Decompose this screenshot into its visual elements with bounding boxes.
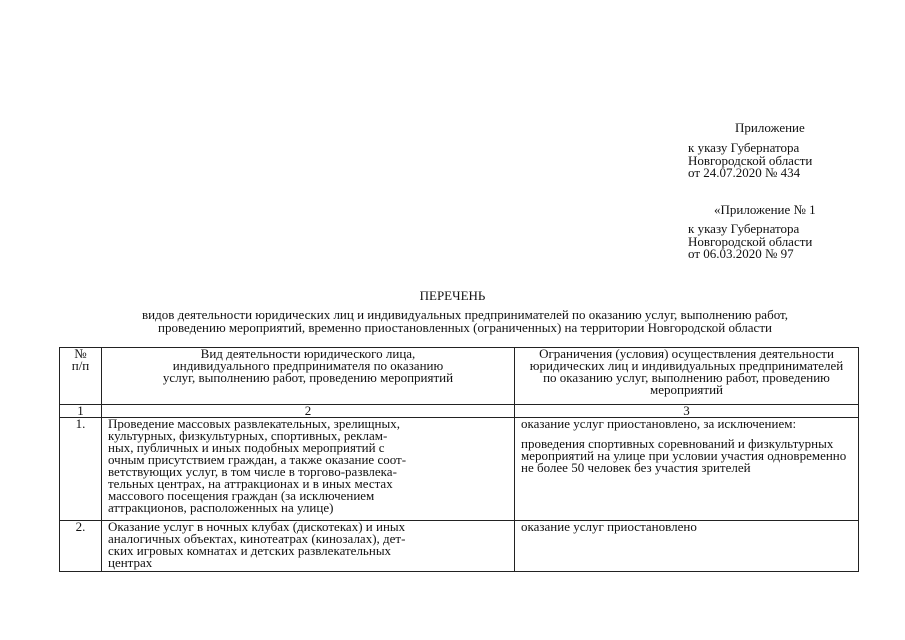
previous-decree-reference (688, 223, 812, 261)
cell-line: очным присутствием граждан, а также оказание соот- (108, 452, 407, 467)
header-cell-activity (102, 348, 515, 405)
row-number: 2. (60, 521, 102, 572)
table-row (60, 521, 859, 572)
header-cell-number (60, 348, 102, 405)
header-line: Вид деятельности юридического лица, (200, 346, 416, 361)
cell-line: не более 50 человек без участия зрителей (521, 460, 751, 475)
document-subtitle (60, 308, 870, 334)
header-line: юридических лиц и индивидуальных предпринимателей (529, 358, 844, 373)
cell-line: Проведение массовых развлекательных, зрелищных, (108, 416, 400, 431)
cell-line: массового посещения граждан (за исключением (108, 488, 375, 503)
cell-line: ветствующих услуг, в том числе в торгово-развлека- (108, 464, 397, 479)
column-number: 1 (60, 405, 102, 418)
cell-line: оказание услуг приостановлено, за исключением: (521, 416, 797, 431)
table-row (60, 418, 859, 521)
decree-ref-line: Новгородской области (688, 152, 813, 168)
decree-ref-line: Новгородской области (688, 233, 813, 249)
cell-line: оказание услуг приостановлено (521, 519, 697, 534)
header-line: по оказанию услуг, выполнению работ, проведению (543, 370, 830, 385)
row-number: 1. (60, 418, 102, 521)
decree-ref-line: от 24.07.2020 № 434 (688, 165, 801, 180)
column-number: 3 (515, 405, 859, 418)
column-number: 2 (102, 405, 515, 418)
cell-line: ских игровых комнатах и детских развлекательных (108, 543, 392, 558)
table-header-row (60, 348, 859, 405)
decree-ref-line: к указу Губернатора (688, 221, 800, 236)
previous-appendix-label: «Приложение № 1 (714, 202, 816, 217)
decree-ref-line: от 06.03.2020 № 97 (688, 246, 794, 261)
cell-line: центрах (108, 555, 153, 570)
activity-cell (102, 521, 515, 572)
activity-cell (102, 418, 515, 521)
header-line: п/п (71, 358, 90, 373)
cell-line: проведения спортивных соревнований и физкультурных (521, 436, 834, 451)
subtitle-line: проведению мероприятий, временно приостановленных (ограниченных) на территории Новгородской области (158, 320, 772, 335)
appendix-label: Приложение (735, 120, 805, 135)
header-line: индивидуального предпринимателя по оказанию (172, 358, 444, 373)
restriction-cell (515, 521, 859, 572)
document-title: ПЕРЕЧЕНЬ (419, 288, 486, 303)
decree-ref-line: к указу Губернатора (688, 140, 800, 155)
cell-line: аттракционов, расположенных на улице) (108, 500, 334, 515)
cell-line: аналогичных объектах, кинотеатрах (кинозалах), дет- (108, 531, 406, 546)
header-cell-restrictions (515, 348, 859, 405)
cell-line: тельных центрах, на аттракционах и в иных местах (108, 476, 393, 491)
subtitle-line: видов деятельности юридических лиц и индивидуальных предпринимателей по оказанию услуг, выполнению работ, (142, 307, 788, 322)
header-line: Ограничения (условия) осуществления деятельности (539, 346, 834, 361)
restriction-cell (515, 418, 859, 521)
header-line: № (74, 346, 87, 361)
cell-line: ных, публичных и иных подобных мероприятий с (108, 440, 385, 455)
activity-table (59, 347, 859, 572)
cell-line: Оказание услуг в ночных клубах (дискотеках) и иных (108, 519, 406, 534)
decree-reference (688, 142, 812, 180)
header-line: услуг, выполнению работ, проведению мероприятий (162, 370, 454, 385)
header-line: мероприятий (650, 382, 723, 397)
cell-line: мероприятий на улице при условии участия одновременно (521, 448, 847, 463)
cell-line: культурных, физкультурных, спортивных, реклам- (108, 428, 388, 443)
